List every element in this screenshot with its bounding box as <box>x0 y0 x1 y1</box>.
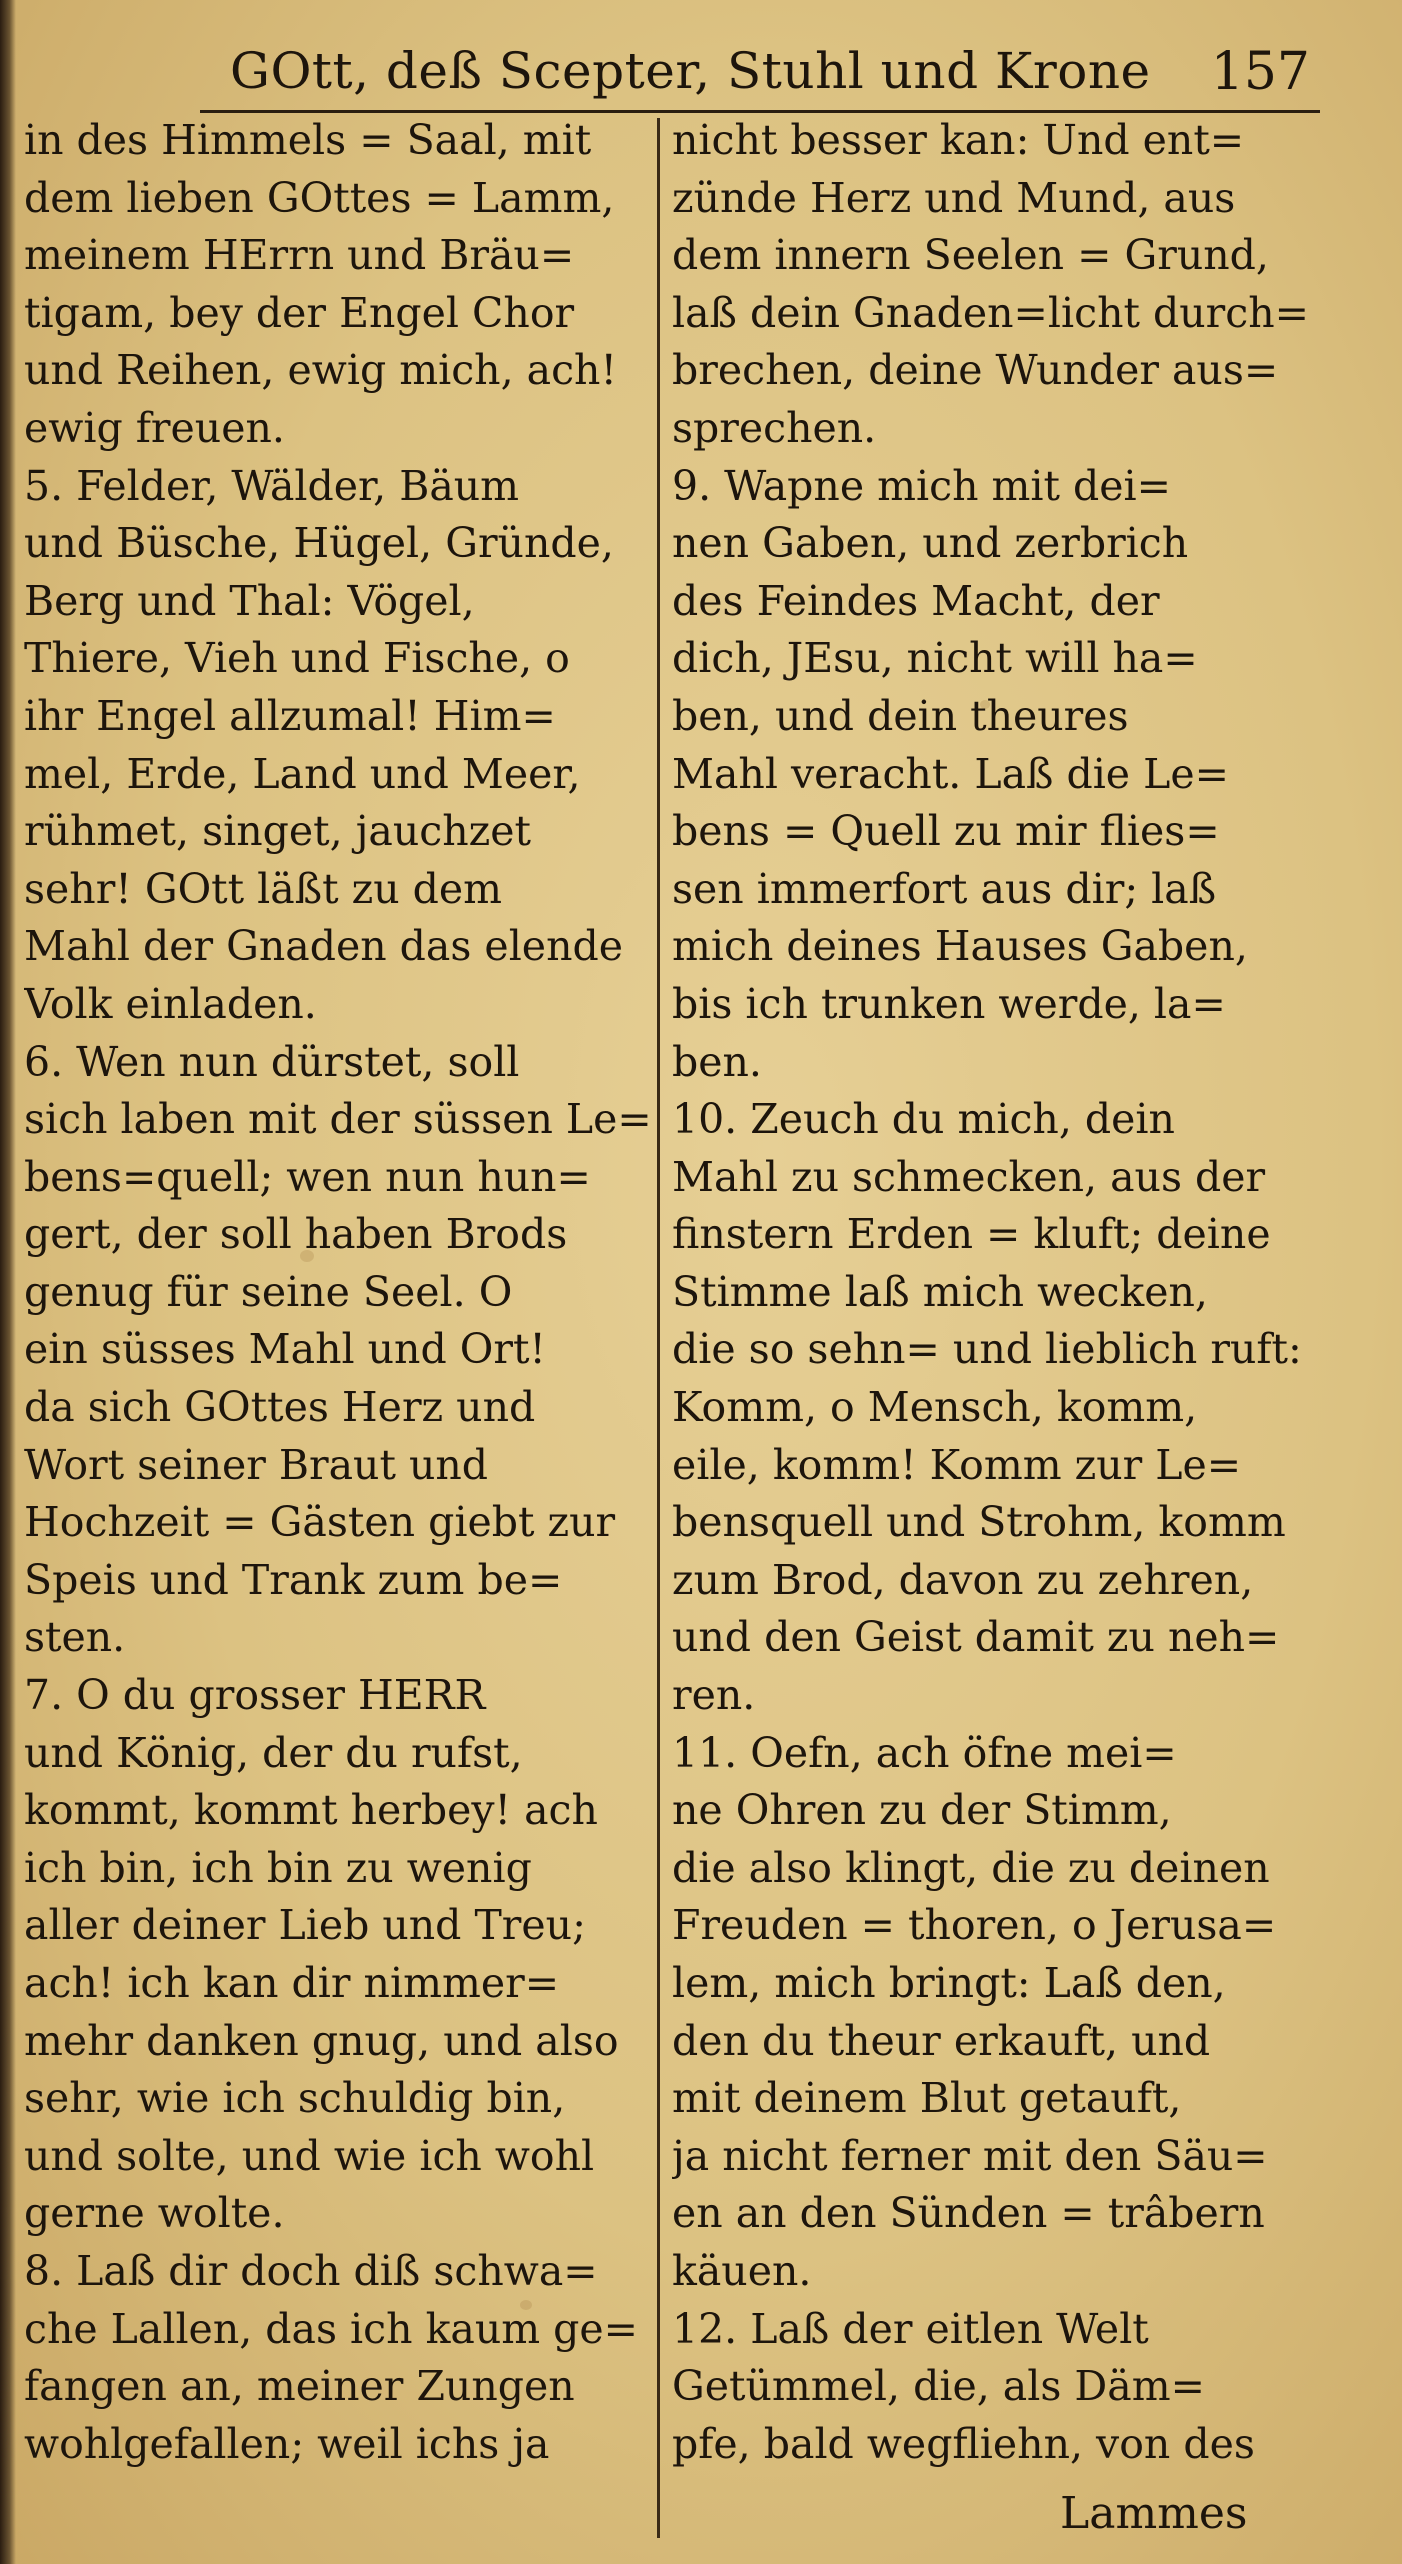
text-line: Freuden = thoren, o Jerusa= <box>672 1901 1277 1950</box>
text-line: Thiere, Vieh und Fische, o <box>24 634 570 683</box>
text-line: eile, komm! Komm zur Le= <box>672 1440 1242 1489</box>
text-line: gert, der soll haben Brods <box>24 1210 568 1259</box>
text-line: dem innern Seelen = Grund, <box>672 231 1269 280</box>
text-line: 9. Wapne mich mit dei= <box>672 461 1171 510</box>
text-line: pfe, bald wegfliehn, von des <box>672 2419 1255 2468</box>
text-line: wohlgefallen; weil ichs ja <box>24 2419 550 2468</box>
text-line: sen immerfort aus dir; laß <box>672 864 1217 913</box>
catchword: Lammes <box>1060 2488 1248 2539</box>
text-line: dich, JEsu, nicht will ha= <box>672 634 1198 683</box>
book-spine-shadow <box>0 0 16 2564</box>
text-line: Mahl veracht. Laß die Le= <box>672 749 1229 798</box>
text-line: tigam, bey der Engel Chor <box>24 288 575 337</box>
text-line: da sich GOttes Herz und <box>24 1383 536 1432</box>
text-line: sehr! GOtt läßt zu dem <box>24 864 503 913</box>
text-line: Volk einladen. <box>24 979 317 1028</box>
text-line: mehr danken gnug, und also <box>24 2016 619 2065</box>
text-line: 12. Laß der eitlen Welt <box>672 2304 1149 2353</box>
text-line: mich deines Hauses Gaben, <box>672 922 1248 971</box>
text-line: des Feindes Macht, der <box>672 576 1160 625</box>
running-title: GOtt, deß Scepter, Stuhl und Krone <box>230 42 1151 100</box>
text-line: und Reihen, ewig mich, ach! <box>24 346 617 395</box>
text-line: laß dein Gnaden=licht durch= <box>672 288 1309 337</box>
page-number: 157 <box>1210 42 1310 102</box>
text-line: en an den Sünden = trâbern <box>672 2189 1265 2238</box>
text-line: Getümmel, die, als Däm= <box>672 2362 1205 2411</box>
text-line: ich bin, ich bin zu wenig <box>24 1843 532 1892</box>
text-line: dem lieben GOttes = Lamm, <box>24 173 615 222</box>
text-line: zünde Herz und Mund, aus <box>672 173 1236 222</box>
right-column <box>672 112 1312 2473</box>
text-line: ren. <box>672 1671 756 1720</box>
text-line: Wort seiner Braut und <box>24 1440 489 1489</box>
text-line: ben. <box>672 1037 762 1086</box>
text-line: Hochzeit = Gästen giebt zur <box>24 1498 616 1547</box>
text-line: 8. Laß dir doch diß schwa= <box>24 2246 598 2295</box>
text-line: ein süsses Mahl und Ort! <box>24 1325 546 1374</box>
text-line: genug für seine Seel. O <box>24 1267 513 1316</box>
text-line: sprechen. <box>672 403 877 452</box>
text-line: zum Brod, davon zu zehren, <box>672 1555 1254 1604</box>
text-line: mel, Erde, Land und Meer, <box>24 749 581 798</box>
text-line: Berg und Thal: Vögel, <box>24 576 475 625</box>
text-line: und den Geist damit zu neh= <box>672 1613 1280 1662</box>
text-line: 5. Felder, Wälder, Bäum <box>24 461 520 510</box>
text-line: sich laben mit der süssen Le= <box>24 1095 652 1144</box>
text-line: und König, der du rufst, <box>24 1728 523 1777</box>
text-line: che Lallen, das ich kaum ge= <box>24 2304 639 2353</box>
text-line: und solte, und wie ich wohl <box>24 2131 595 2180</box>
text-line: und Büsche, Hügel, Gründe, <box>24 519 614 568</box>
page-header <box>200 42 1310 114</box>
text-line: bensquell und Strohm, komm <box>672 1498 1286 1547</box>
text-line: die so sehn= und lieblich ruft: <box>672 1325 1302 1374</box>
text-line: 7. O du grosser HERR <box>24 1671 486 1720</box>
text-line: ihr Engel allzumal! Him= <box>24 691 556 740</box>
text-line: aller deiner Lieb und Treu; <box>24 1901 586 1950</box>
text-line: rühmet, singet, jauchzet <box>24 807 531 856</box>
text-line: ewig freuen. <box>24 403 285 452</box>
text-line: fangen an, meiner Zungen <box>24 2362 575 2411</box>
text-line: sehr, wie ich schuldig bin, <box>24 2074 566 2123</box>
text-line: die also klingt, die zu deinen <box>672 1843 1270 1892</box>
text-line: Speis und Trank zum be= <box>24 1555 563 1604</box>
text-line: ne Ohren zu der Stimm, <box>672 1786 1172 1835</box>
text-line: Mahl zu schmecken, aus der <box>672 1152 1266 1201</box>
text-line: kommt, kommt herbey! ach <box>24 1786 598 1835</box>
text-line: bens=quell; wen nun hun= <box>24 1152 591 1201</box>
text-line: ben, und dein theures <box>672 691 1129 740</box>
text-line: mit deinem Blut getauft, <box>672 2074 1182 2123</box>
text-line: käuen. <box>672 2246 812 2295</box>
text-line: 6. Wen nun dürstet, soll <box>24 1037 520 1086</box>
text-line: den du theur erkauft, und <box>672 2016 1211 2065</box>
text-line: bis ich trunken werde, la= <box>672 979 1226 1028</box>
text-line: nicht besser kan: Und ent= <box>672 116 1245 164</box>
text-line: in des Himmels = Saal, mit <box>24 116 592 164</box>
text-line: nen Gaben, und zerbrich <box>672 519 1189 568</box>
text-line: finstern Erden = kluft; deine <box>672 1210 1271 1259</box>
text-line: meinem HErrn und Bräu= <box>24 231 575 280</box>
text-line: gerne wolte. <box>24 2189 285 2238</box>
text-line: bens = Quell zu mir flies= <box>672 807 1220 856</box>
text-line: ach! ich kan dir nimmer= <box>24 1959 560 2007</box>
column-divider <box>657 118 660 2538</box>
text-line: Mahl der Gnaden das elende <box>24 922 623 971</box>
text-line: Stimme laß mich wecken, <box>672 1267 1208 1316</box>
text-line: sten. <box>24 1613 126 1662</box>
text-line: ja nicht ferner mit den Säu= <box>672 2131 1268 2180</box>
text-line: 10. Zeuch du mich, dein <box>672 1095 1175 1144</box>
text-line: 11. Oefn, ach öfne mei= <box>672 1728 1177 1777</box>
left-column <box>24 112 652 2473</box>
text-line: Komm, o Mensch, komm, <box>672 1383 1198 1432</box>
text-line: brechen, deine Wunder aus= <box>672 346 1279 395</box>
text-line: lem, mich bringt: Laß den, <box>672 1959 1226 2007</box>
